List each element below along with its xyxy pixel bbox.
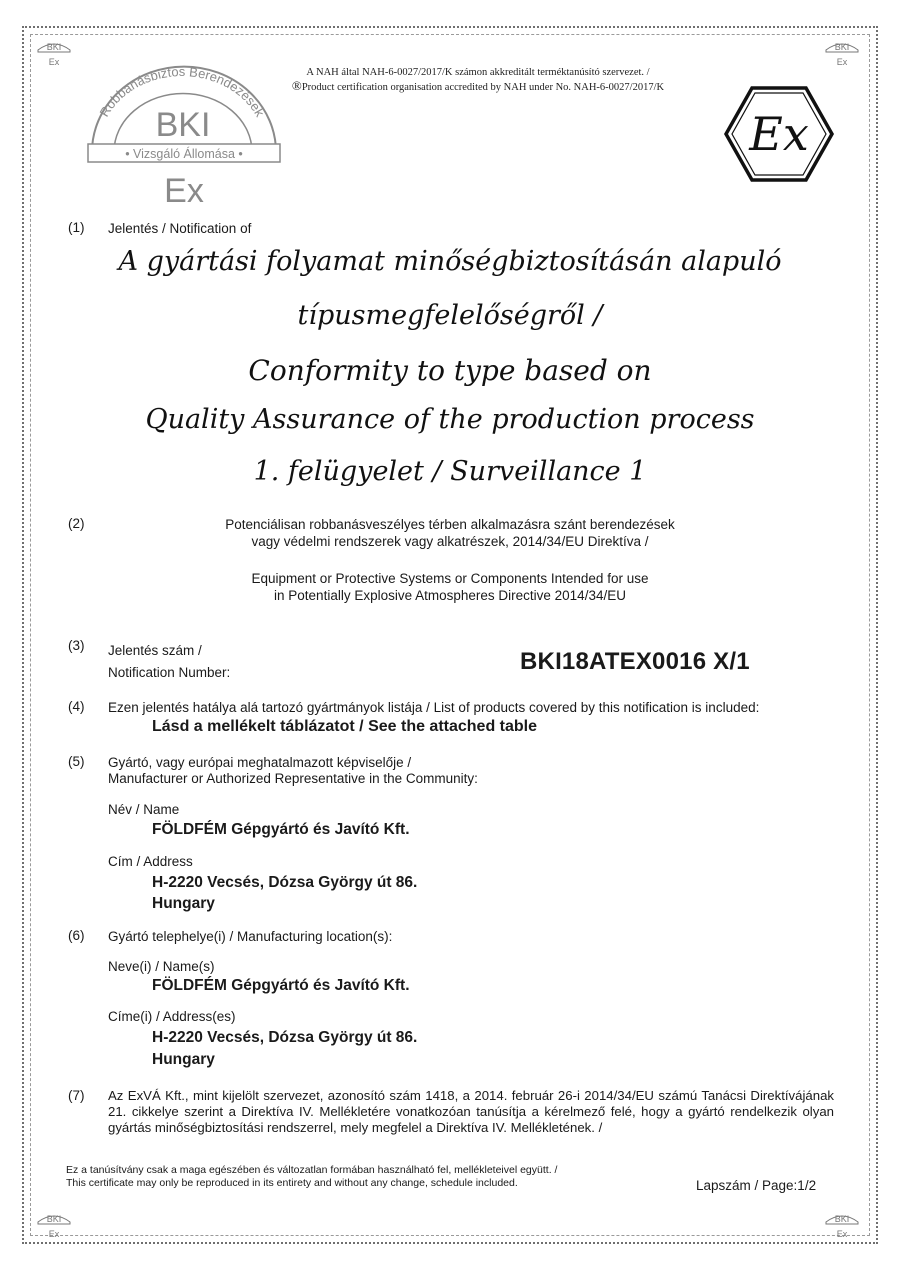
corner-bki-logo	[34, 36, 74, 72]
manufacturer-label-en: Manufacturer or Authorized Representative in the Community:	[108, 771, 478, 786]
manufacturer-name: FÖLDFÉM Gépgyártó és Javító Kft.	[152, 821, 410, 838]
bki-seal-logo	[78, 62, 288, 212]
svg-text:Ex: Ex	[836, 1229, 848, 1239]
directive-text-hu	[140, 516, 760, 550]
svg-text:Ex: Ex	[836, 57, 848, 67]
notification-number-label-en: Notification Number:	[108, 665, 231, 680]
corner-bki-logo	[822, 36, 862, 72]
title-line-3: Conformity to type based on	[248, 354, 652, 387]
notification-number-label-hu: Jelentés szám /	[108, 643, 202, 658]
directive-en-line-1: Equipment or Protective Systems or Components Intended for use	[251, 571, 649, 586]
corner-bki-logo	[34, 1208, 74, 1244]
title-line-5: 1. felügyelet / Surveillance 1	[253, 456, 647, 487]
svg-text:BKI: BKI	[834, 1214, 850, 1224]
svg-text:BKI: BKI	[46, 1214, 62, 1224]
svg-text:Robbanásbiztos Berendezések: Robbanásbiztos Berendezések	[96, 64, 268, 120]
section-number-7: (7)	[68, 1088, 85, 1103]
svg-text:• Vizsgáló Állomása •: • Vizsgáló Állomása •	[125, 147, 243, 161]
directive-text-en	[140, 570, 760, 604]
page-number: Lapszám / Page:1/2	[696, 1178, 817, 1193]
svg-text:Ex: Ex	[749, 107, 809, 161]
svg-text:Ex: Ex	[48, 57, 60, 67]
manufacturer-label-hu: Gyártó, vagy európai meghatalmazott képviselője /	[108, 755, 412, 770]
notification-number: BKI18ATEX0016 X/1	[520, 648, 750, 675]
manufacturer-name-label: Név / Name	[108, 802, 180, 817]
section-number-6: (6)	[68, 928, 85, 943]
location-address-line-1: H-2220 Vecsés, Dózsa György út 86.	[152, 1029, 418, 1046]
svg-text:Ex: Ex	[48, 1229, 60, 1239]
svg-text:BKI: BKI	[834, 42, 850, 52]
title-line-2: típusmegfelelőségről /	[297, 300, 603, 331]
section-number-4: (4)	[68, 699, 85, 714]
svg-text:BKI: BKI	[155, 106, 211, 144]
title-line-1: A gyártási folyamat minőségbiztosításán alapuló	[118, 246, 782, 277]
manufacturer-address-label: Cím / Address	[108, 854, 193, 869]
manufacturing-location-label: Gyártó telephelye(i) / Manufacturing location(s):	[108, 929, 393, 944]
location-name-label: Neve(i) / Name(s)	[108, 959, 215, 974]
manufacturer-address-line-1: H-2220 Vecsés, Dózsa György út 86.	[152, 874, 418, 891]
product-list-value: Lásd a mellékelt táblázatot / See the attached table	[152, 718, 538, 735]
product-list-label: Ezen jelentés hatálya alá tartozó gyártmányok listája / List of products covered by this notification is included:	[108, 700, 760, 715]
corner-bki-logo	[822, 1208, 862, 1244]
svg-text:Ex: Ex	[164, 172, 204, 210]
svg-text:BKI: BKI	[46, 42, 62, 52]
location-address-label: Címe(i) / Address(es)	[108, 1009, 236, 1024]
accreditation-line-en: Product certification organisation accredited by NAH under No. NAH-6-0027/2017/K	[301, 82, 665, 93]
section-number-5: (5)	[68, 754, 85, 769]
manufacturer-address-line-2: Hungary	[152, 895, 215, 912]
title-line-4: Quality Assurance of the production process	[145, 404, 755, 435]
registered-mark: ®	[291, 78, 302, 93]
certification-statement: Az ExVÁ Kft., mint kijelölt szervezet, azonosító szám 1418, a 2014. február 26-i 2014/34/EU számú Tanácsi Direktívájának 21. cikkelye szerint a Direktíva IV. Mellékletére vonatkozóan tanúsítja a kérelmező felé, hogy a gyártó rendelkezik olyan gyártás minőségbiztosítási rendszerrel, mely megfelel a Direktíva IV. Mellékletének. /	[108, 1088, 834, 1135]
directive-en-line-2: in Potentially Explosive Atmospheres Directive 2014/34/EU	[274, 588, 626, 603]
location-address-line-2: Hungary	[152, 1051, 215, 1068]
location-name: FÖLDFÉM Gépgyártó és Javító Kft.	[152, 977, 410, 994]
section-number-2: (2)	[68, 516, 85, 531]
footer-disclaimer-en: This certificate may only be reproduced in its entirety and without any change, schedule included.	[66, 1177, 518, 1189]
section-number-1: (1)	[68, 220, 85, 235]
footer-disclaimer-hu: Ez a tanúsítvány csak a maga egészében és változatlan formában használható fel, mellékleteivel együtt. /	[66, 1164, 558, 1176]
directive-hu-line-1: Potenciálisan robbanásveszélyes térben alkalmazásra szánt berendezések	[225, 517, 675, 532]
ex-hexagon-icon	[724, 86, 834, 182]
directive-hu-line-2: vagy védelmi rendszerek vagy alkatrészek, 2014/34/EU Direktíva /	[251, 534, 649, 549]
notification-of-label: Jelentés / Notification of	[108, 221, 252, 236]
footer-disclaimer	[66, 1164, 557, 1190]
accreditation-statement	[258, 66, 698, 94]
section-number-3: (3)	[68, 638, 85, 653]
accreditation-line-hu: A NAH által NAH-6-0027/2017/K számon akkreditált terméktanúsító szervezet. /	[306, 67, 650, 78]
